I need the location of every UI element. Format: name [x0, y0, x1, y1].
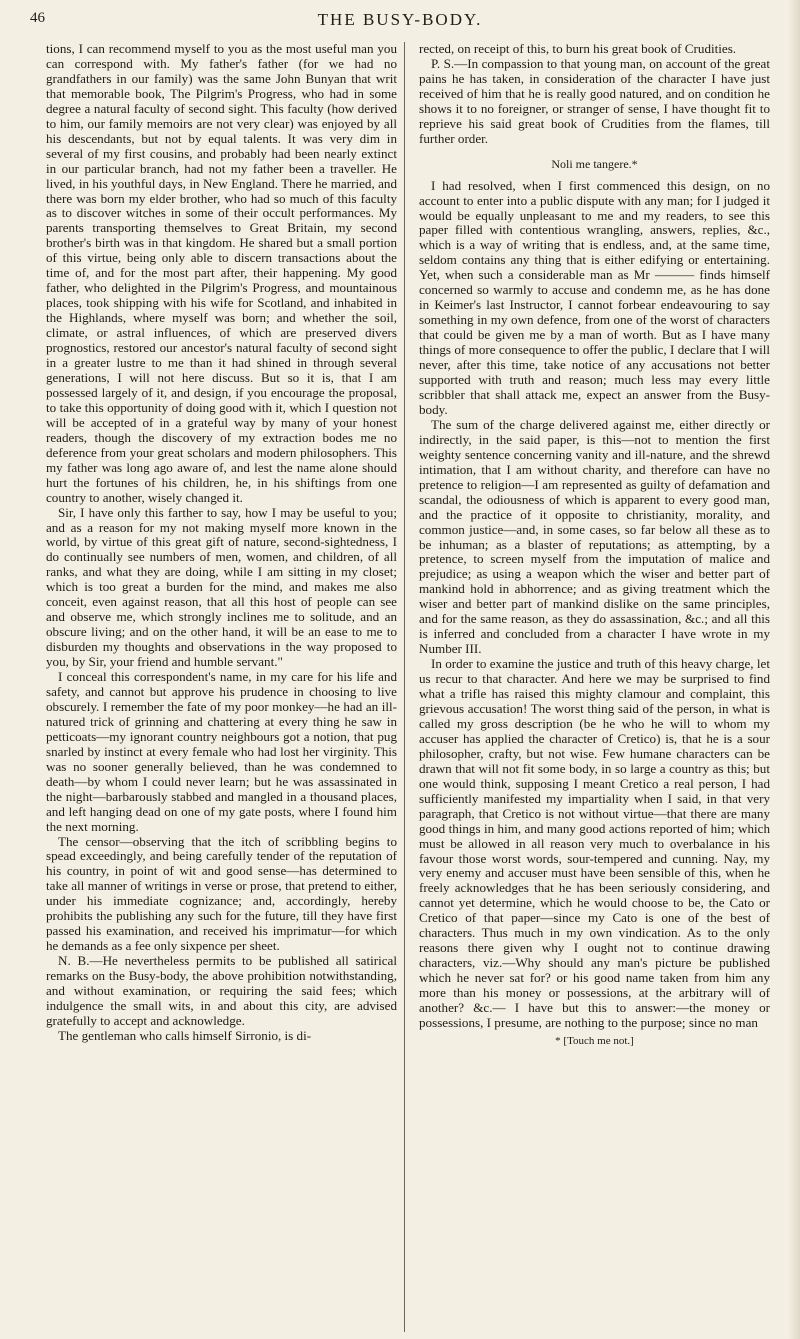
right-column	[419, 42, 770, 1332]
paragraph: The censor—observing that the itch of scribbling begins to spead exceedingly, and being carefully tender of the reputation of his country, in point of wit and good sense—has determined to take all manner of writings in verse or prose, that pretend to either, under his immediate cognizance; and, accordingly, hereby prohibits the publishing any such for the future, till they have first passed his examination, and received his imprimatur—for which he demands as a fee only sixpence per sheet.	[46, 833, 397, 954]
paragraph: In order to examine the justice and truth of this heavy charge, let us recur to that character. And here we may be surprised to find what a trifle has raised this mighty clamour and complaint, this grievous accusation! The worst thing said of the person, in what is called my gross description (be he who he will to whom my accuser has applied the character of Cretico) is, that he is a sour philosopher, crafty, but not wise. Few humane characters can be drawn that will not fit some body, in so large a country as this; but one would think, supposing I meant Cretico a real person, I had sufficiently manifested my impartiality when I said, in that very paragraph, that Cretico is not without virtue—that there are many good things in him, and many good actions reported of him; which must be allowed in all reason very much to overbalance in his favour those worst words, sour-tempered and cunning. Nay, my very enemy and accuser must have been sensible of this, when he freely acknowledges that he has been seriously considering, and cannot yet determine, which he would choose to be, the Cato or Cretico of that paper—since my Cato is one of the best of characters. Thus much in my own vindication. As to the only reasons there given why I ought not to continue drawing characters, viz.—Why should any man's picture be published which he never sat for? or his good name taken from him any more than his money or possessions, at the arbitrary will of another? &c.— I have but this to answer:—the money or possessions, I presume, are nothing to the purpose; since no man	[419, 656, 770, 1030]
page-number: 46	[30, 10, 45, 26]
paragraph: The gentleman who calls himself Sirronio, is di-	[58, 1027, 312, 1043]
running-head: THE BUSY-BODY.	[317, 10, 483, 29]
paragraph: I conceal this correspondent's name, in my care for his life and safety, and cannot but approve his prudence in choosing to live obscurely. I remember the fate of my poor monkey—he had an ill-natured trick of grinning and chattering at every thing he saw in petticoats—my ignorant country neighbours got a notion, that pug snarled by instinct at every female who had lost her virginity. This was no sooner generally believed, than he was condemned to death—by whom I could never learn; but he was assassinated in the night—barbarously stabbed and mangled in a thousand places, and left hanging dead on one of my gate posts, where I found him the next morning.	[46, 669, 397, 834]
paragraph: N. B.—He nevertheless permits to be published all satirical remarks on the Busy-body, the above prohibition notwithstanding, and without examination, or requiring the said fees; which indulgence the small wits, in and about this city, are advised gratefully to accept and acknowledge.	[46, 953, 397, 1028]
paragraph: P. S.—In compassion to that young man, on account of the great pains he has taken, in consideration of the character I have just received of him that he is really good natured, and on condition he shows it to no foreigner, or stranger of sense, I have thought fit to reprieve his said great book of Crudities from the flames, till further order.	[419, 55, 770, 146]
page-spine-shadow	[788, 0, 800, 1339]
footnote: * [Touch me not.]	[555, 1034, 634, 1047]
left-column	[46, 42, 405, 1332]
section-heading: Noli me tangere.*	[551, 156, 638, 171]
paragraph: The sum of the charge delivered against me, either directly or indirectly, in the said paper, is this—not to mention the first weighty sentence concerning vanity and ill-nature, and the shrewd intimation, that I am without charity, and therefore can have no pretence to religion—I am represented as guilty of defamation and scandal, the odiousness of which is apparent to every good man, and the practice of it opposite to christianity, morality, and common justice—and, in some cases, so far below all these as to be inhuman; as a blaster of reputations; as attempting, by a pretence, to screen myself from the imputation of malice and prejudice; as using a weapon which the wiser and better part of mankind hold in abhorrence; and as giving treatment which the wiser and better part of mankind dislike on the same principles, and for the same reason, as they do assassination, &c.; and all this is inferred and concluded from a character I have wrote in my Number III.	[419, 416, 770, 657]
paragraph: rected, on receipt of this, to burn his great book of Crudities.	[419, 42, 737, 56]
paragraph: I had resolved, when I first commenced this design, on no account to enter into a public dispute with any man; for I judged it would be equally unpleasant to me and my readers, to see this paper filled with contentious wrangling, answers, replies, &c., which is a way of writing that is endless, and, at the same time, seldom contains any thing that is either edifying or entertaining. Yet, when such a considerable man as Mr ——— finds himself concerned so warmly to accuse and condemn me, as he has done in Keimer's last Instructor, I cannot forbear endeavouring to say something in my own defence, from one of the worst of characters that could be given me by a man of worth. But as I have many things of more consequence to offer the public, I declare that I will never, after this time, take notice of any accusations not better supported with truth and reason; much less may every little scribbler that shall attack me, expect an answer from the Busy-body.	[419, 177, 770, 417]
paragraph: tions, I can recommend myself to you as the most useful man you can correspond with. My father's father (for we had no grandfathers in our family) was the same John Bunyan that writ that memorable book, The Pilgrim's Progress, who had in some degree a natural faculty of second sight. This faculty (how derived to him, our family memoirs are not very clear) was enjoyed by all his descendants, but not by equal talents. It was very dim in several of my first cousins, and probably had been nearly extinct in our particular branch, had not my father been a traveller. He lived, in his youthful days, in New England. There he married, and there was born my elder brother, who had so much of this faculty as to discover witches in some of their occult performances. My parents transporting themselves to Great Britain, my second brother's birth was in that kingdom. He shared but a small portion of this virtue, being only able to discern transactions about the time of, and for the most part after, their happening. My good father, who delighted in the Pilgrim's Progress, and mountainous places, took shipping with his wife for Scotland, and inhabited in the Highlands, where myself was born; and whether the soil, climate, or astral influences, of which are preserved divers prognostics, restored our ancestor's natural faculty of second sight in a greater lustre to me than it had shined in through several generations, I will not here discuss. But so it is, that I am possessed largely of it, and design, if you encourage the proposal, to take this opportunity of doing good with it, which I question not will be accepted of in a grateful way by many of your honest readers, though the discovery of my extraction bodes me no deference from your great scholars and modern philosophers. This my father was long ago aware of, and lest the name alone should hurt the fortunes of his children, he, in his shiftings from one country to another, wisely changed it.	[46, 42, 397, 505]
paragraph: Sir, I have only this farther to say, how I may be useful to you; and as a reason for my not making myself more known in the world, by virtue of this great gift of nature, second-sightedness, I do continually see numbers of men, women, and children, of all ranks, and what they are doing, while I am sitting in my closet; which is too great a burden for the mind, and makes me also conceit, even against reason, that all this host of people can see and observe me, which strongly inclines me to solitude, and an obscure living; and on the other hand, it will be an ease to me to disburden my thoughts and observations in the way proposed to you, by Sir, your friend and humble servant."	[46, 504, 397, 670]
text-columns	[46, 42, 770, 1332]
